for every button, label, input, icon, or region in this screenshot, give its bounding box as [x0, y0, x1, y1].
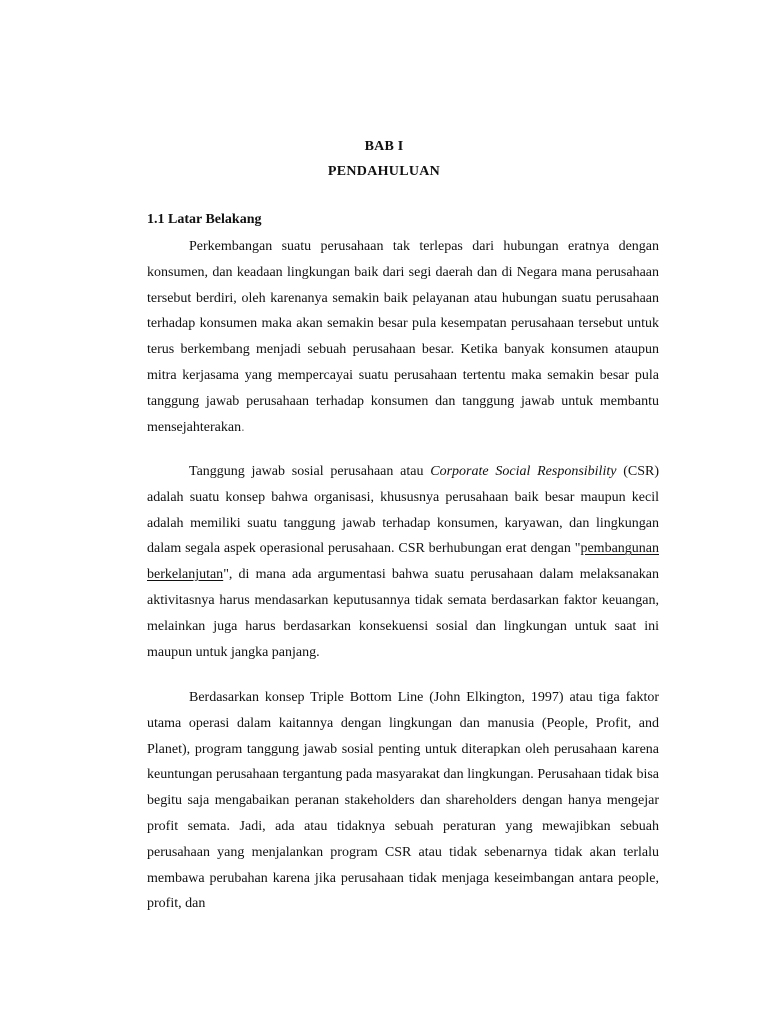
paragraph-2	[147, 459, 659, 665]
paragraph-2-text-a: Tanggung jawab sosial perusahaan atau	[189, 464, 431, 479]
chapter-title: PENDAHULUAN	[327, 164, 441, 179]
paragraph-2-text-c: ", di mana ada argumentasi bahwa suatu perusahaan dalam melaksanakan aktivitasnya harus mendasarkan keputusannya tidak semata berdasarkan faktor keuangan, melainkan juga harus berdasarkan konsekuensi sosial dan lingkungan untuk saat ini maupun untuk jangka panjang.	[147, 567, 659, 660]
paragraph-2-text-b: (CSR) adalah suatu konsep bahwa organisasi, khususnya perusahaan baik besar maupun kecil adalah memiliki suatu tanggung jawab terhadap konsumen, karyawan, dan lingkungan dalam segala aspek operasional perusahaan. CSR berhubungan erat dengan "	[147, 464, 660, 557]
paragraph-2-italic-term: Corporate Social Responsibility	[430, 464, 617, 479]
paragraph-3	[147, 685, 659, 917]
paragraph-1-text: Perkembangan suatu perusahaan tak terlepas dari hubungan eratnya dengan konsumen, dan keadaan lingkungan baik dari segi daerah dan di Negara mana perusahaan tersebut berdiri, oleh karenanya semakin baik pelayanan atau hubungan suatu perusahaan terhadap konsumen maka akan semakin besar pula kesempatan perusahaan tersebut untuk terus berkembang menjadi sebuah perusahaan besar. Ketika banyak konsumen ataupun mitra kerjasama yang mempercayai suatu perusahaan tertentu maka semakin besar pula tanggung jawab perusahaan terhadap konsumen dan tanggung jawab untuk membantu mensejahterakan	[147, 239, 659, 435]
paragraph-1	[147, 234, 659, 440]
chapter-number: BAB I	[364, 139, 404, 154]
section-heading: 1.1 Latar Belakang	[147, 212, 262, 227]
sustainable-development-link[interactable]: pembangunan berkelanjutan	[147, 541, 659, 583]
paragraph-2-block	[147, 459, 659, 665]
paragraph-3-text: Berdasarkan konsep Triple Bottom Line (John Elkington, 1997) atau tiga faktor utama operasi dalam kaitannya dengan lingkungan dan manusia (People, Profit, and Planet), program tanggung jawab sosial penting untuk diterapkan oleh perusahaan karena keuntungan perusahaan tergantung pada masyarakat dan lingkungan. Perusahaan tidak bisa begitu saja mengabaikan peranan stakeholders dan shareholders dengan hanya mengejar profit semata. Jadi, ada atau tidaknya sebuah peraturan yang mewajibkan sebuah perusahaan yang menjalankan program CSR atau tidak sebenarnya tidak akan terlalu membawa perubahan karena jika perusahaan tidak menjaga keseimbangan antara people, profit, dan	[147, 690, 659, 912]
paragraph-3-block	[147, 685, 659, 917]
paragraph-1-end: .	[241, 419, 245, 435]
paragraph-1-block	[147, 234, 659, 440]
